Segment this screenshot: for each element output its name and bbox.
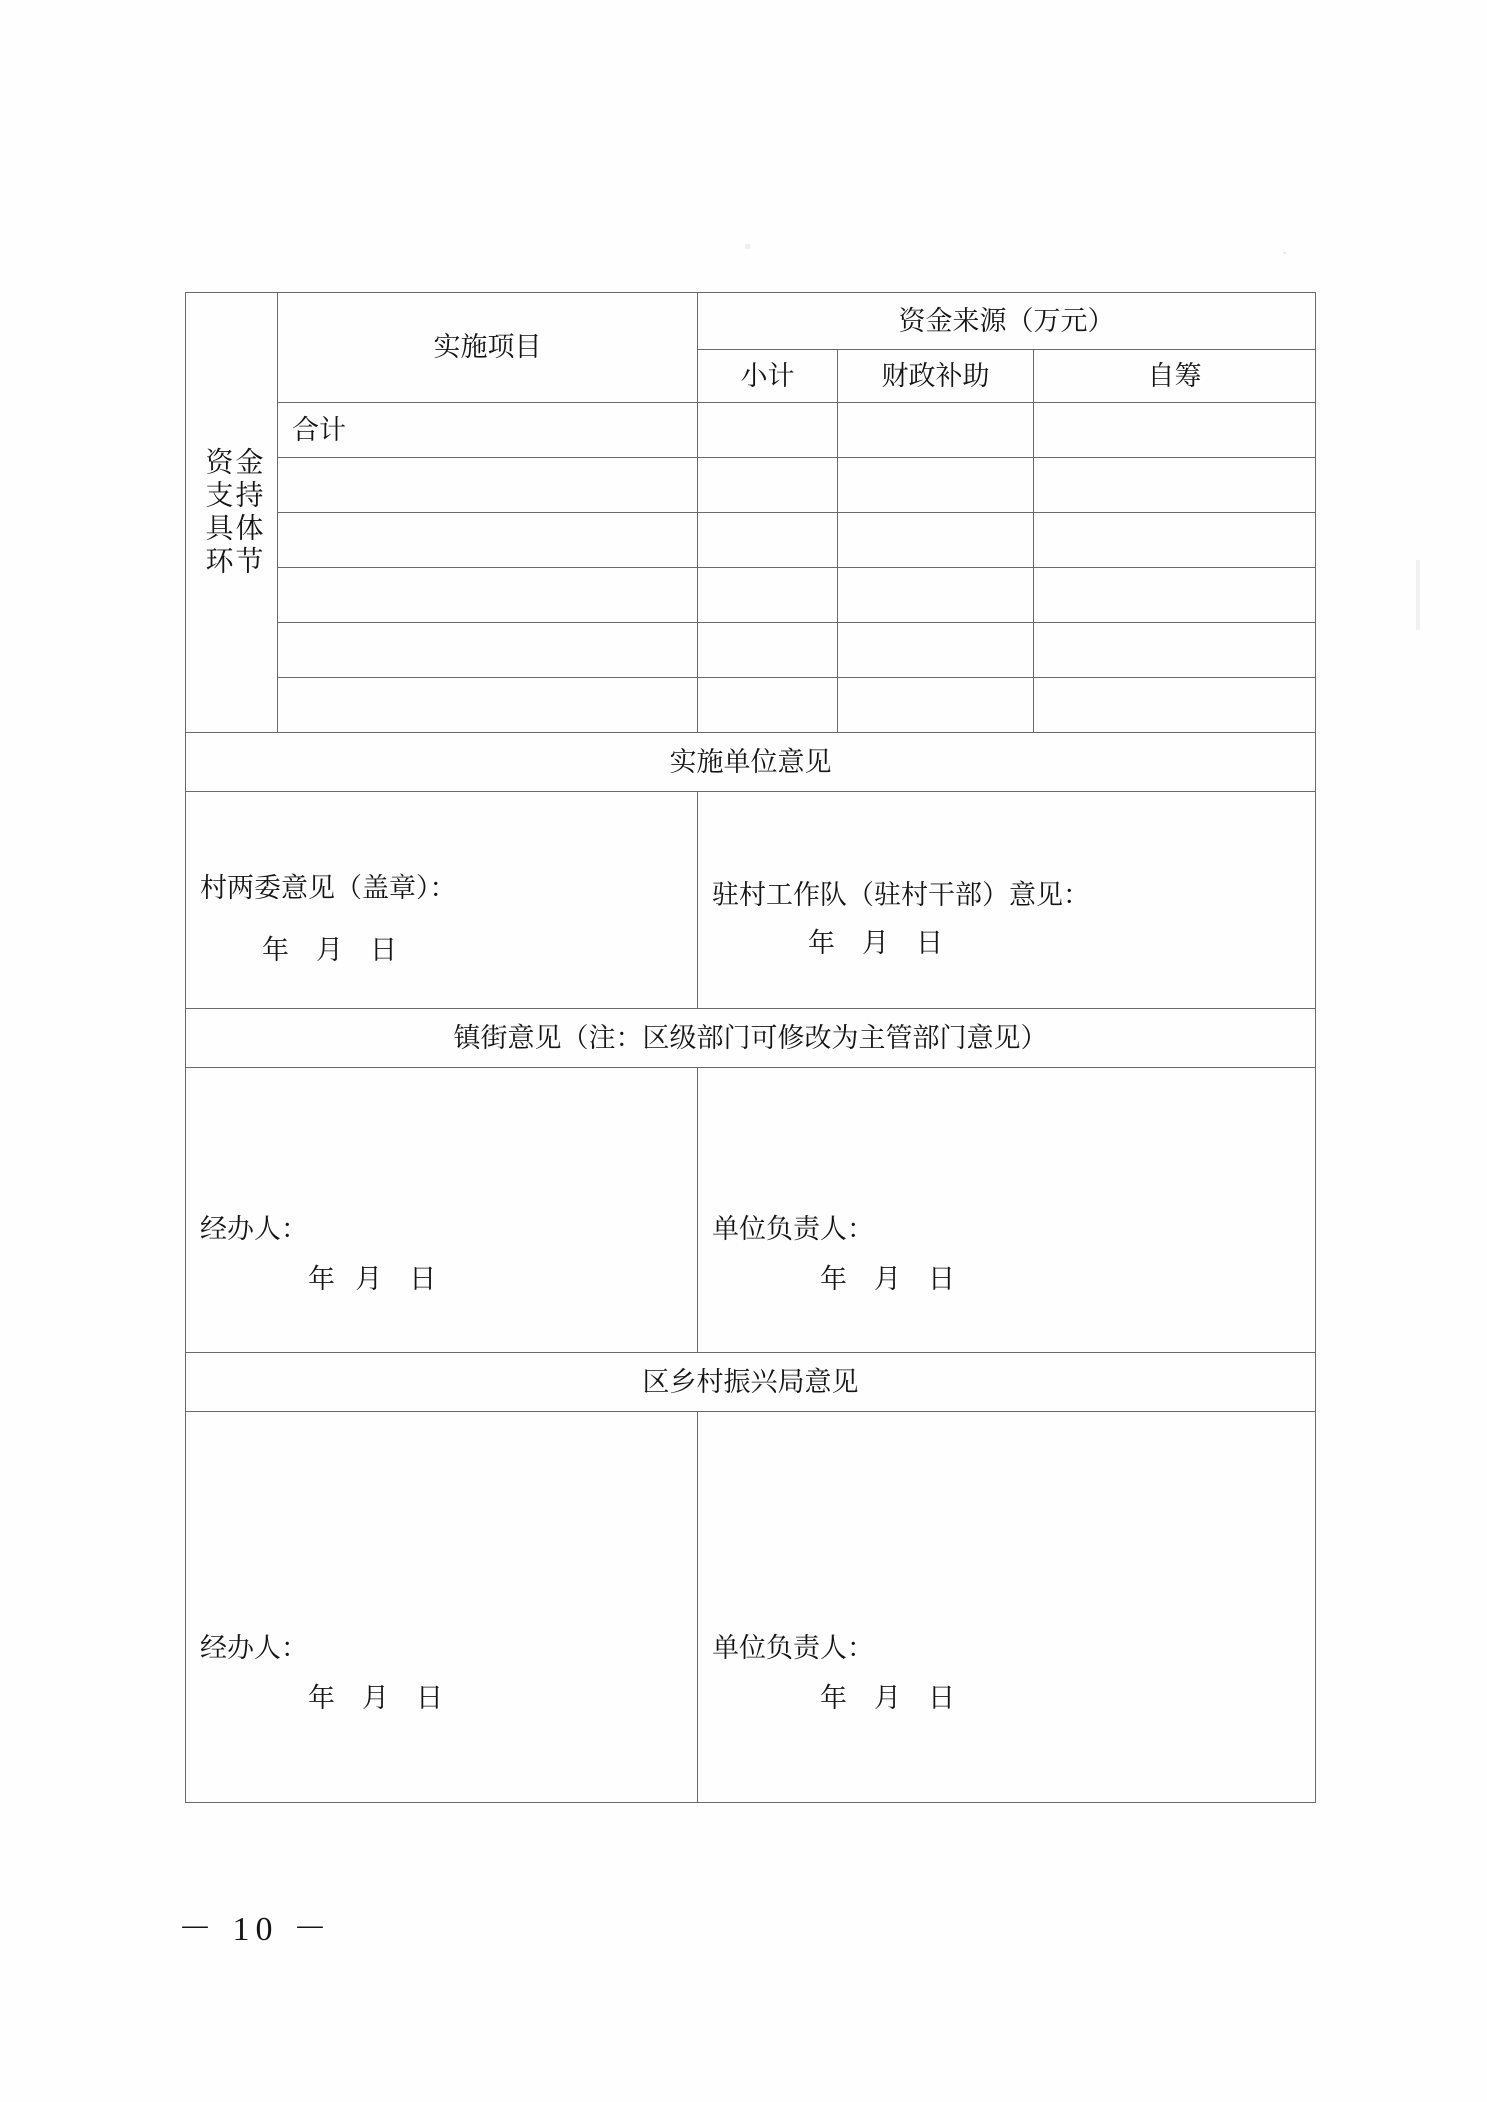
cell-project[interactable]: 合计	[278, 403, 698, 458]
table-row	[186, 513, 1316, 568]
resident-work-team-opinion-label: 驻村工作队（驻村干部）意见：	[712, 879, 1090, 910]
cell-self-raised[interactable]	[1034, 678, 1316, 733]
town-street-unit-head-cell[interactable]	[698, 1068, 1316, 1353]
cell-self-raised[interactable]	[1034, 568, 1316, 623]
scan-artifact	[1283, 252, 1286, 254]
table-row	[186, 568, 1316, 623]
scan-artifact	[745, 244, 750, 249]
cell-subtotal[interactable]	[698, 458, 838, 513]
funding-approval-form-table	[185, 292, 1316, 1803]
vertical-label-col-left: 资支具环	[201, 446, 233, 579]
band-row-bureau	[186, 1353, 1316, 1412]
table-row	[186, 458, 1316, 513]
band-title-bureau-opinion: 区乡村振兴局意见	[186, 1353, 1316, 1412]
band-title-implementing-unit-opinion: 实施单位意见	[186, 733, 1316, 792]
cell-subtotal[interactable]	[698, 678, 838, 733]
town-street-handler-cell[interactable]	[186, 1068, 698, 1353]
bureau-unit-head-date-line: 年 月 日	[820, 1683, 955, 1713]
village-committee-opinion-cell[interactable]	[186, 792, 698, 1009]
cell-fiscal-subsidy[interactable]	[838, 678, 1034, 733]
cell-fiscal-subsidy[interactable]	[838, 403, 1034, 458]
village-committee-opinion-label: 村两委意见（盖章）：	[200, 872, 457, 903]
header-implementation-project: 实施项目	[278, 293, 698, 403]
table-row	[186, 403, 1316, 458]
table-row	[186, 678, 1316, 733]
scan-artifact	[1416, 560, 1420, 630]
cell-subtotal[interactable]	[698, 513, 838, 568]
cell-subtotal[interactable]	[698, 403, 838, 458]
bureau-handler-date-line: 年 月 日	[308, 1683, 443, 1713]
cell-self-raised[interactable]	[1034, 458, 1316, 513]
bureau-unit-head-cell[interactable]	[698, 1412, 1316, 1803]
signature-row-bureau	[186, 1412, 1316, 1803]
table-row	[186, 623, 1316, 678]
bureau-handler-label: 经办人：	[200, 1632, 308, 1663]
cell-fiscal-subsidy[interactable]	[838, 513, 1034, 568]
page-number: － 10 －	[178, 1911, 333, 1948]
cell-self-raised[interactable]	[1034, 623, 1316, 678]
cell-subtotal[interactable]	[698, 568, 838, 623]
cell-self-raised[interactable]	[1034, 513, 1316, 568]
town-street-unit-head-label: 单位负责人：	[712, 1213, 874, 1244]
town-street-handler-date-line: 年 月 日	[308, 1264, 437, 1294]
town-street-unit-head-date-line: 年 月 日	[820, 1264, 955, 1294]
cell-project[interactable]	[278, 568, 698, 623]
village-committee-date-line: 年 月 日	[262, 935, 397, 965]
town-street-handler-label: 经办人：	[200, 1213, 308, 1244]
vertical-section-label	[186, 293, 278, 733]
band-row-town-street	[186, 1009, 1316, 1068]
header-funding-source: 资金来源（万元）	[698, 293, 1316, 350]
vertical-label-col-right: 金持体节	[231, 446, 263, 579]
header-self-raised: 自筹	[1034, 350, 1316, 403]
band-row-implementing-unit	[186, 733, 1316, 792]
signature-row-village	[186, 792, 1316, 1009]
header-subtotal: 小计	[698, 350, 838, 403]
cell-fiscal-subsidy[interactable]	[838, 458, 1034, 513]
cell-project[interactable]	[278, 678, 698, 733]
cell-fiscal-subsidy[interactable]	[838, 623, 1034, 678]
cell-project[interactable]	[278, 623, 698, 678]
bureau-unit-head-label: 单位负责人：	[712, 1632, 874, 1663]
band-title-town-street-opinion: 镇街意见（注：区级部门可修改为主管部门意见）	[186, 1009, 1316, 1068]
cell-subtotal[interactable]	[698, 623, 838, 678]
cell-project[interactable]	[278, 458, 698, 513]
cell-self-raised[interactable]	[1034, 403, 1316, 458]
resident-work-team-opinion-cell[interactable]	[698, 792, 1316, 1009]
header-fiscal-subsidy: 财政补助	[838, 350, 1034, 403]
signature-row-town-street	[186, 1068, 1316, 1353]
bureau-handler-cell[interactable]	[186, 1412, 698, 1803]
cell-fiscal-subsidy[interactable]	[838, 568, 1034, 623]
resident-work-team-date-line: 年 月 日	[808, 928, 943, 958]
cell-project[interactable]	[278, 513, 698, 568]
table-header-row-primary	[186, 293, 1316, 350]
